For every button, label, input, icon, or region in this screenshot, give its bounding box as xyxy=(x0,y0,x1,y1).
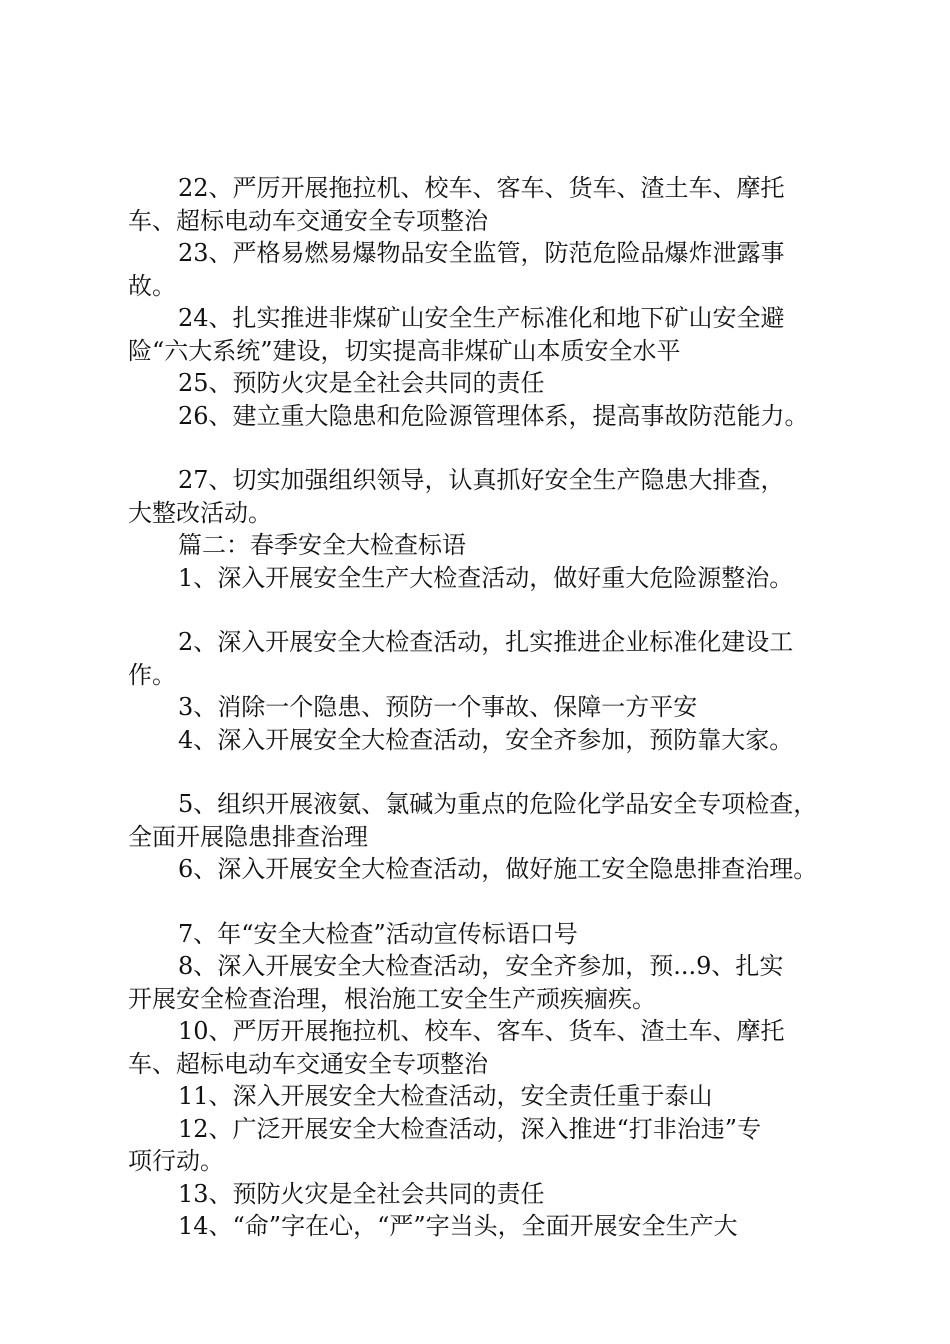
paragraph xyxy=(128,367,858,400)
paragraph xyxy=(128,1210,858,1243)
text-line: 27、切实加强组织领导，认真抓好安全生产隐患大排查， xyxy=(178,466,785,494)
text-line: 大整改活动。 xyxy=(128,498,272,527)
paragraph xyxy=(128,172,858,237)
text-line: 23、严格易燃易爆物品安全监管，防范危险品爆炸泄露事 xyxy=(178,239,785,267)
text-line: 11、深入开展安全大检查活动，安全责任重于泰山 xyxy=(178,1082,713,1110)
paragraph xyxy=(128,562,858,595)
text-line: 2、深入开展安全大检查活动，扎实推进企业标准化建设工 xyxy=(178,628,794,656)
paragraph xyxy=(128,724,858,757)
paragraph xyxy=(128,1015,858,1080)
paragraph xyxy=(128,1080,858,1113)
text-line: 车、超标电动车交通安全专项整治 xyxy=(128,1049,488,1078)
text-line: 8、深入开展安全大检查活动，安全齐参加，预...9、扎实 xyxy=(178,952,784,980)
text-line: 14、“命”字在心，“严”字当头，全面开展安全生产大 xyxy=(178,1212,738,1240)
text-line: 13、预防火灾是全社会共同的责任 xyxy=(178,1179,545,1208)
text-line: 项行动。 xyxy=(128,1147,224,1175)
paragraph xyxy=(128,1178,858,1211)
text-line: 车、超标电动车交通安全专项整治 xyxy=(128,206,488,235)
text-line: 开展安全检查治理，根治施工安全生产顽疾痼疾。 xyxy=(128,984,656,1013)
paragraph xyxy=(128,464,858,529)
text-line: 4、深入开展安全大检查活动，安全齐参加，预防靠大家。 xyxy=(178,725,794,754)
text-line: 22、严厉开展拖拉机、校车、客车、货车、渣土车、摩托 xyxy=(178,174,785,202)
text-line: 作。 xyxy=(128,660,176,689)
text-line: 故。 xyxy=(128,271,176,300)
paragraph xyxy=(128,918,858,951)
paragraph xyxy=(128,302,858,367)
text-line: 全面开展隐患排查治理 xyxy=(128,822,368,851)
text-line: 7、年“安全大检查”活动宣传标语口号 xyxy=(178,919,578,948)
paragraph xyxy=(128,1113,858,1178)
paragraph xyxy=(128,950,858,1015)
text-line: 险“六大系统”建设，切实提高非煤矿山本质安全水平 xyxy=(128,336,681,365)
text-line: 5、组织开展液氨、氯碱为重点的危险化学品安全专项检查， xyxy=(178,790,818,818)
paragraph xyxy=(128,788,858,853)
text-line: 10、严厉开展拖拉机、校车、客车、货车、渣土车、摩托 xyxy=(178,1017,785,1045)
paragraph xyxy=(128,853,858,886)
paragraph xyxy=(128,626,858,691)
blank-line xyxy=(128,756,858,788)
text-line: 6、深入开展安全大检查活动，做好施工安全隐患排查治理。 xyxy=(178,855,818,883)
text-line: 1、深入开展安全生产大检查活动，做好重大危险源整治。 xyxy=(178,563,794,592)
paragraph xyxy=(128,691,858,724)
paragraph xyxy=(128,529,858,562)
text-line: 3、消除一个隐患、预防一个事故、保障一方平安 xyxy=(178,693,698,721)
paragraph xyxy=(128,400,858,433)
text-line: 12、广泛开展安全大检查活动，深入推进“打非治违”专 xyxy=(178,1114,762,1143)
blank-line xyxy=(128,432,858,464)
text-line: 26、建立重大隐患和危险源管理体系，提高事故防范能力。 xyxy=(178,401,809,430)
document-body xyxy=(128,172,858,1243)
text-line: 篇二：春季安全大检查标语 xyxy=(178,531,466,559)
text-line: 24、扎实推进非煤矿山安全生产标准化和地下矿山安全避 xyxy=(178,304,785,332)
text-line: 25、预防火灾是全社会共同的责任 xyxy=(178,369,545,397)
blank-line xyxy=(128,594,858,626)
blank-line xyxy=(128,886,858,918)
paragraph xyxy=(128,237,858,302)
